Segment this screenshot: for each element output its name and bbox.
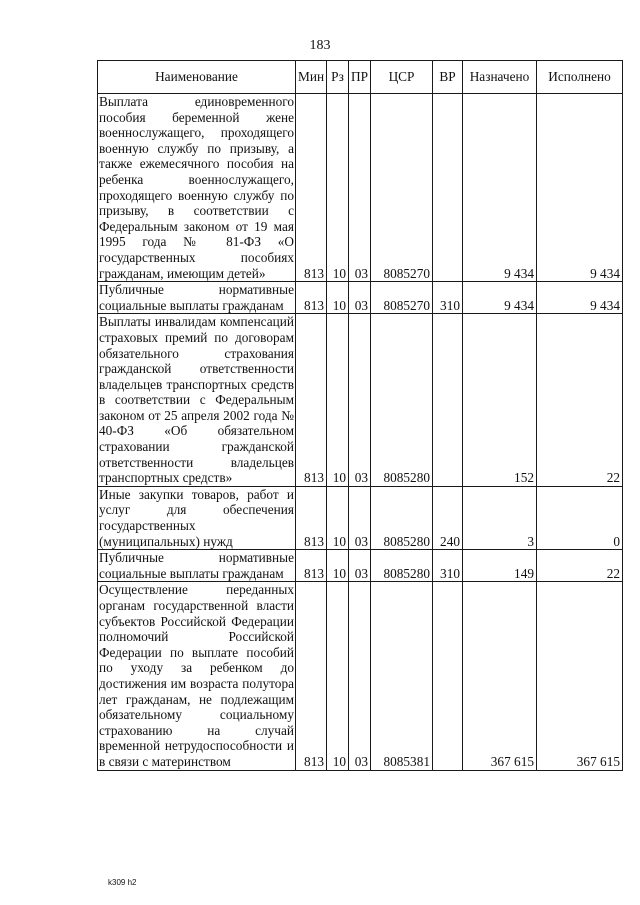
row-assigned: 9 434 — [463, 94, 537, 282]
header-name: Наименование — [98, 61, 296, 94]
row-min: 813 — [296, 314, 327, 487]
row-name: Выплаты инвалидам компенсаций страховых премий по договорам обязательного страхования гражданской ответственности владельцев транспортных средств в соответствии с Федеральным законом от 25 апреля 2002 года № 40-ФЗ «Об обязательном страховании гражданской ответственности владельцев транспортных средств» — [99, 314, 294, 486]
table-row — [98, 314, 623, 487]
header-vr: ВР — [433, 61, 463, 94]
row-min: 813 — [296, 582, 327, 770]
row-min: 813 — [296, 486, 327, 549]
row-assigned: 149 — [463, 550, 537, 582]
row-pr: 03 — [349, 314, 371, 487]
header-pr: ПР — [349, 61, 371, 94]
row-pr: 03 — [349, 486, 371, 549]
row-csr: 8085280 — [371, 550, 433, 582]
row-name: Осуществление переданных органам государственной власти субъектов Российской Федерации полномочий Российской Федерации по выплате пособий по уходу за ребенком до достижения им возраста полутора лет гражданам, не подлежащим обязательному социальному страхованию на случай временной нетрудоспособности и в связи с материнством — [99, 582, 294, 769]
header-min: Мин — [296, 61, 327, 94]
row-min: 813 — [296, 94, 327, 282]
row-executed: 22 — [537, 550, 623, 582]
row-executed: 9 434 — [537, 94, 623, 282]
row-name: Выплата единовременного пособия беременной жене военнослужащего, проходящего военную службу по призыву, а также ежемесячного пособия на ребенка военнослужащего, проходящего военную службу по призыву, в соответствии с Федеральным законом от 19 мая 1995 года № 81-ФЗ «О государственных пособиях гражданам, имеющим детей» — [99, 94, 294, 281]
table-row — [98, 486, 623, 549]
row-vr: 310 — [433, 550, 463, 582]
row-rz: 10 — [327, 282, 349, 314]
table-row — [98, 582, 623, 770]
row-assigned: 152 — [463, 314, 537, 487]
row-rz: 10 — [327, 550, 349, 582]
row-executed: 22 — [537, 314, 623, 487]
budget-table — [97, 60, 623, 771]
row-pr: 03 — [349, 94, 371, 282]
row-name: Иные закупки товаров, работ и услуг для обеспечения государственных (муниципальных) нужд — [99, 486, 294, 549]
row-vr — [433, 94, 463, 282]
row-vr: 240 — [433, 486, 463, 549]
page-number: 183 — [309, 38, 331, 53]
header-assigned: Назначено — [463, 61, 537, 94]
header-csr: ЦСР — [371, 61, 433, 94]
row-executed: 367 615 — [537, 582, 623, 770]
table-row — [98, 94, 623, 282]
row-name: Публичные нормативные социальные выплаты гражданам — [99, 282, 294, 313]
table-row — [98, 282, 623, 314]
row-pr: 03 — [349, 550, 371, 582]
row-csr: 8085270 — [371, 94, 433, 282]
row-csr: 8085280 — [371, 314, 433, 487]
row-assigned: 3 — [463, 486, 537, 549]
header-executed: Исполнено — [537, 61, 623, 94]
row-vr — [433, 314, 463, 487]
row-min: 813 — [296, 550, 327, 582]
row-executed: 9 434 — [537, 282, 623, 314]
row-csr: 8085381 — [371, 582, 433, 770]
row-pr: 03 — [349, 582, 371, 770]
row-vr: 310 — [433, 282, 463, 314]
row-csr: 8085280 — [371, 486, 433, 549]
row-vr — [433, 582, 463, 770]
table-header-row — [98, 61, 623, 94]
header-rz: Рз — [327, 61, 349, 94]
row-pr: 03 — [349, 282, 371, 314]
row-csr: 8085270 — [371, 282, 433, 314]
row-rz: 10 — [327, 94, 349, 282]
footer-code: k309 h2 — [108, 878, 137, 887]
row-rz: 10 — [327, 314, 349, 487]
row-rz: 10 — [327, 486, 349, 549]
row-executed: 0 — [537, 486, 623, 549]
row-name: Публичные нормативные социальные выплаты гражданам — [99, 550, 294, 581]
row-assigned: 9 434 — [463, 282, 537, 314]
row-assigned: 367 615 — [463, 582, 537, 770]
table-row — [98, 550, 623, 582]
row-min: 813 — [296, 282, 327, 314]
row-rz: 10 — [327, 582, 349, 770]
